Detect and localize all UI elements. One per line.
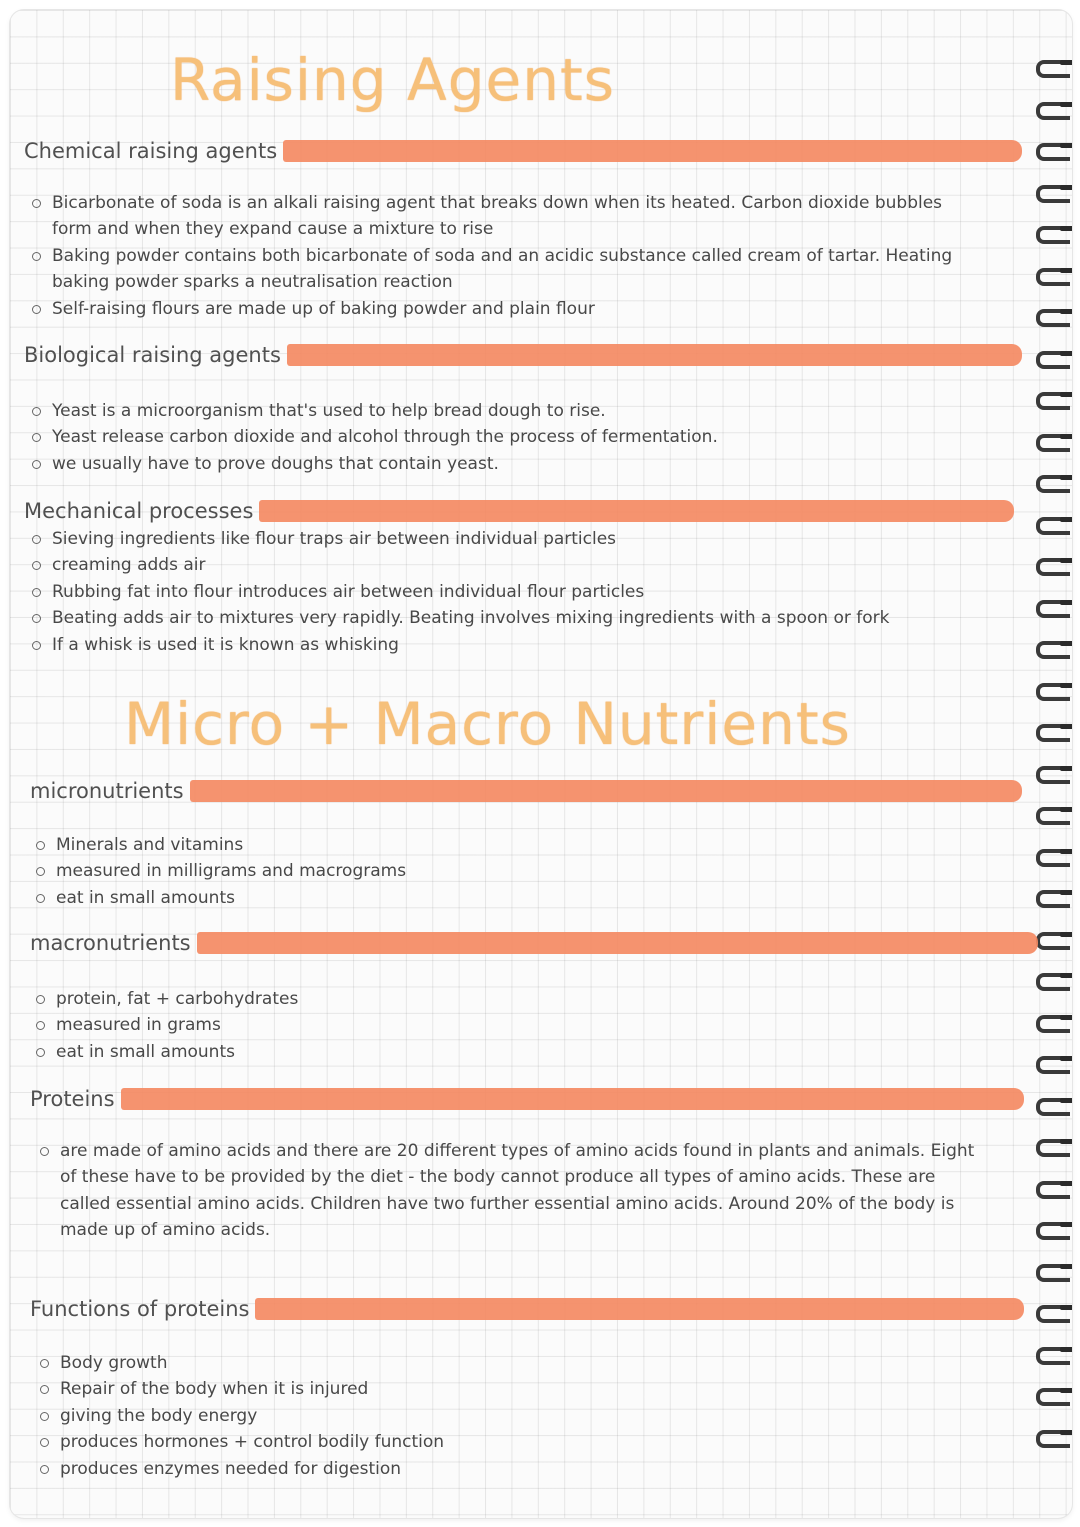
heading-chemical-text: Chemical raising agents — [24, 139, 278, 163]
list-item: Repair of the body when it is injured — [36, 1376, 936, 1402]
list-item: Sieving ingredients like flour traps air between individual particles — [28, 526, 988, 552]
list-item: Bicarbonate of soda is an alkali raising agent that breaks down when its heated. Carbon dioxide bubbles form and when they expand cause a mixture to rise — [28, 190, 968, 243]
highlight-bar — [121, 1088, 1024, 1110]
notebook-page — [10, 10, 1072, 1518]
heading-proteins — [30, 1084, 1024, 1114]
binding-ring — [1036, 807, 1070, 825]
list-mechanical — [28, 526, 988, 658]
binding-ring — [1036, 890, 1070, 908]
list-item: Baking powder contains both bicarbonate of soda and an acidic substance called cream of tartar. Heating baking powder sparks a neutralisation reaction — [28, 243, 968, 296]
binding-ring — [1036, 517, 1070, 535]
list-item: Self-raising flours are made up of baking powder and plain flour — [28, 296, 968, 322]
highlight-bar — [197, 932, 1038, 954]
heading-mechanical — [24, 496, 1014, 526]
binding-ring — [1036, 724, 1070, 742]
binding-ring — [1036, 1264, 1070, 1282]
list-item: Rubbing fat into flour introduces air between individual flour particles — [28, 579, 988, 605]
list-biological — [28, 398, 968, 477]
binding-ring — [1036, 185, 1070, 203]
heading-functions — [30, 1294, 1024, 1324]
heading-proteins-text: Proteins — [30, 1087, 115, 1111]
list-item: Minerals and vitamins — [32, 832, 932, 858]
list-item: creaming adds air — [28, 552, 988, 578]
list-item: measured in milligrams and macrograms — [32, 858, 932, 884]
heading-mechanical-text: Mechanical processes — [24, 499, 254, 523]
binding-ring — [1036, 683, 1070, 701]
list-item: giving the body energy — [36, 1403, 936, 1429]
list-chemical — [28, 190, 968, 322]
list-item: Yeast is a microorganism that's used to help bread dough to rise. — [28, 398, 968, 424]
list-item: measured in grams — [32, 1012, 932, 1038]
binding-ring — [1036, 226, 1070, 244]
binding-ring — [1036, 1347, 1070, 1365]
heading-functions-text: Functions of proteins — [30, 1297, 250, 1321]
heading-macronutrients-text: macronutrients — [30, 931, 191, 955]
highlight-bar — [283, 140, 1022, 162]
highlight-bar — [259, 500, 1014, 522]
binding-ring — [1036, 351, 1070, 369]
binding-ring — [1036, 1139, 1070, 1157]
binding-ring — [1036, 766, 1070, 784]
list-item: are made of amino acids and there are 20 different types of amino acids found in plants and animals. Eight of these have to be provided by the diet - the body cannot produce all types of amino acids. These are called essential amino acids. Children have two further essential amino acids. Around 20% of the body is made up of amino acids. — [36, 1138, 986, 1244]
binding-ring — [1036, 558, 1070, 576]
binding-ring — [1036, 60, 1070, 78]
list-item: If a whisk is used it is known as whisking — [28, 632, 988, 658]
binding-ring — [1036, 268, 1070, 286]
binding-ring — [1036, 1015, 1070, 1033]
heading-biological-text: Biological raising agents — [24, 343, 281, 367]
spiral-binding — [1022, 60, 1072, 1480]
binding-ring — [1036, 309, 1070, 327]
list-item: eat in small amounts — [32, 1039, 932, 1065]
binding-ring — [1036, 1388, 1070, 1406]
binding-ring — [1036, 434, 1070, 452]
binding-ring — [1036, 1222, 1070, 1240]
binding-ring — [1036, 641, 1070, 659]
title-micro-macro: Micro + Macro Nutrients — [124, 690, 851, 758]
binding-ring — [1036, 1098, 1070, 1116]
title-raising-agents: Raising Agents — [170, 46, 615, 114]
highlight-bar — [190, 780, 1022, 802]
list-micronutrients — [32, 832, 932, 911]
binding-ring — [1036, 849, 1070, 867]
list-item: Yeast release carbon dioxide and alcohol through the process of fermentation. — [28, 424, 968, 450]
list-item: Beating adds air to mixtures very rapidly. Beating involves mixing ingredients with a spoon or fork — [28, 605, 988, 631]
binding-ring — [1036, 392, 1070, 410]
list-item: we usually have to prove doughs that contain yeast. — [28, 451, 968, 477]
list-item: eat in small amounts — [32, 885, 932, 911]
heading-chemical — [24, 136, 1022, 166]
binding-ring — [1036, 932, 1070, 950]
list-proteins — [36, 1138, 986, 1244]
list-item: Body growth — [36, 1350, 936, 1376]
highlight-bar — [287, 344, 1022, 366]
heading-micronutrients-text: micronutrients — [30, 779, 184, 803]
list-functions — [36, 1350, 936, 1482]
binding-ring — [1036, 973, 1070, 991]
binding-ring — [1036, 102, 1070, 120]
list-macronutrients — [32, 986, 932, 1065]
list-item: protein, fat + carbohydrates — [32, 986, 932, 1012]
list-item: produces enzymes needed for digestion — [36, 1456, 936, 1482]
heading-macronutrients — [30, 928, 1038, 958]
heading-micronutrients — [30, 776, 1022, 806]
highlight-bar — [255, 1298, 1024, 1320]
binding-ring — [1036, 143, 1070, 161]
binding-ring — [1036, 600, 1070, 618]
binding-ring — [1036, 1430, 1070, 1448]
binding-ring — [1036, 1056, 1070, 1074]
list-item: produces hormones + control bodily function — [36, 1429, 936, 1455]
binding-ring — [1036, 1305, 1070, 1323]
heading-biological — [24, 340, 1022, 370]
binding-ring — [1036, 475, 1070, 493]
binding-ring — [1036, 1181, 1070, 1199]
